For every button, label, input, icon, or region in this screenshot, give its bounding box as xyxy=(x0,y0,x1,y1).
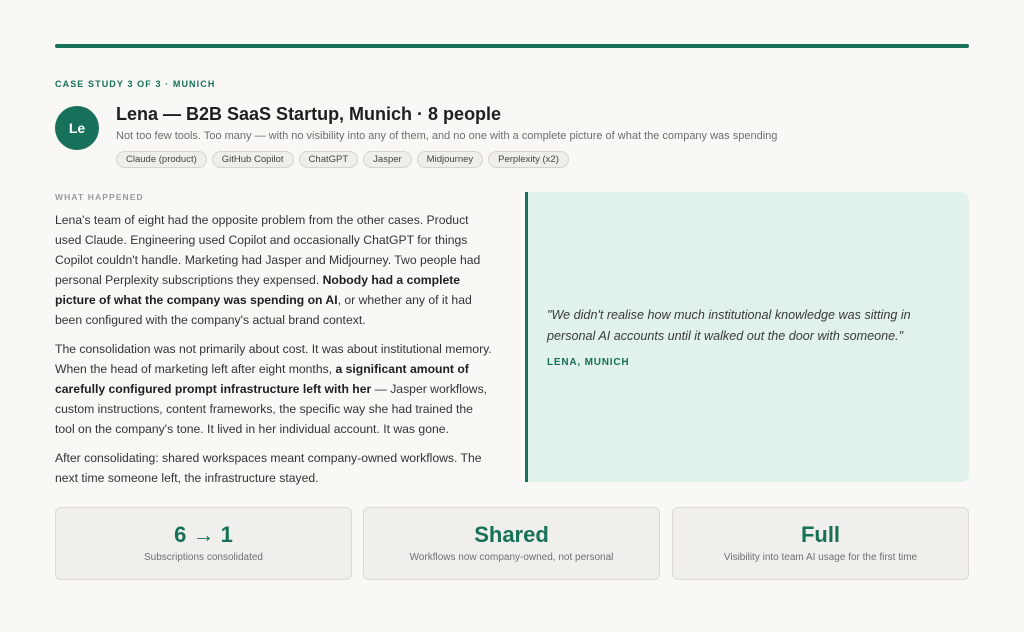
stat-label: Visibility into team AI usage for the first time xyxy=(723,552,918,563)
case-study-eyebrow: CASE STUDY 3 OF 3 · MUNICH xyxy=(55,79,216,89)
tool-tag: GitHub Copilot xyxy=(212,151,294,168)
quote-text: "We didn't realise how much institutional knowledge was sitting in personal AI accounts until it walked out the door with someone." xyxy=(547,308,911,343)
tool-tag: Perplexity (x2) xyxy=(488,151,569,168)
tool-tag: Jasper xyxy=(363,151,412,168)
paragraph-text: , or whether any of it had been configured with the company's actual brand context. xyxy=(55,293,472,327)
stat-label: Workflows now company-owned, not personal xyxy=(409,552,614,563)
tool-tag: Claude (product) xyxy=(116,151,207,168)
paragraph-text: — Jasper workflows, custom instructions, content frameworks, the specific way she had trained the tool on the company's tone. It lived in her individual account. It was gone. xyxy=(55,382,488,436)
case-subtitle: Not too few tools. Too many — with no visibility into any of them, and no one with a complete picture of what the company was spending xyxy=(116,130,778,142)
paragraph-3: After consolidating: shared workspaces meant company-owned workflows. The next time someone left, the infrastructure stayed. xyxy=(55,451,482,485)
tool-tag: Midjourney xyxy=(417,151,483,168)
paragraph-1 xyxy=(55,210,495,330)
tool-tag: ChatGPT xyxy=(299,151,359,168)
paragraph-emphasis: Nobody had a complete picture of what the company was spending on AI xyxy=(55,273,461,307)
what-happened-body xyxy=(55,210,495,497)
stat-value: Shared xyxy=(474,522,549,547)
quote-panel xyxy=(525,192,969,482)
what-happened-label: WHAT HAPPENED xyxy=(55,192,144,202)
paragraph-text: The consolidation was not primarily about cost. It was about institutional memory. When the head of marketing left after eight months, xyxy=(55,342,492,376)
quote-attribution: LENA, MUNICH xyxy=(547,357,630,368)
paragraph-emphasis: a significant amount of carefully configured prompt infrastructure left with her xyxy=(55,362,469,396)
stat-card-subscriptions xyxy=(55,507,352,580)
paragraph-text: Lena's team of eight had the opposite problem from the other cases. Product used Claude. Engineering used Copilot and occasionally ChatGPT for things Copilot couldn't handle. Marketing had Jasper and Midjourney. Two people had personal Perplexity subscriptions they expensed. xyxy=(55,213,481,287)
avatar: Le xyxy=(55,106,99,150)
tool-tags xyxy=(116,151,569,168)
stat-label: Subscriptions consolidated xyxy=(144,552,263,563)
stat-value: Full xyxy=(800,522,841,547)
stat-card-visibility xyxy=(672,507,969,580)
case-title: Lena — B2B SaaS Startup, Munich · 8 people xyxy=(116,104,502,124)
top-accent-bar xyxy=(55,44,969,48)
stat-card-workflows xyxy=(363,507,660,580)
stat-value: 6 → 1 xyxy=(174,522,233,547)
paragraph-2 xyxy=(55,339,495,439)
